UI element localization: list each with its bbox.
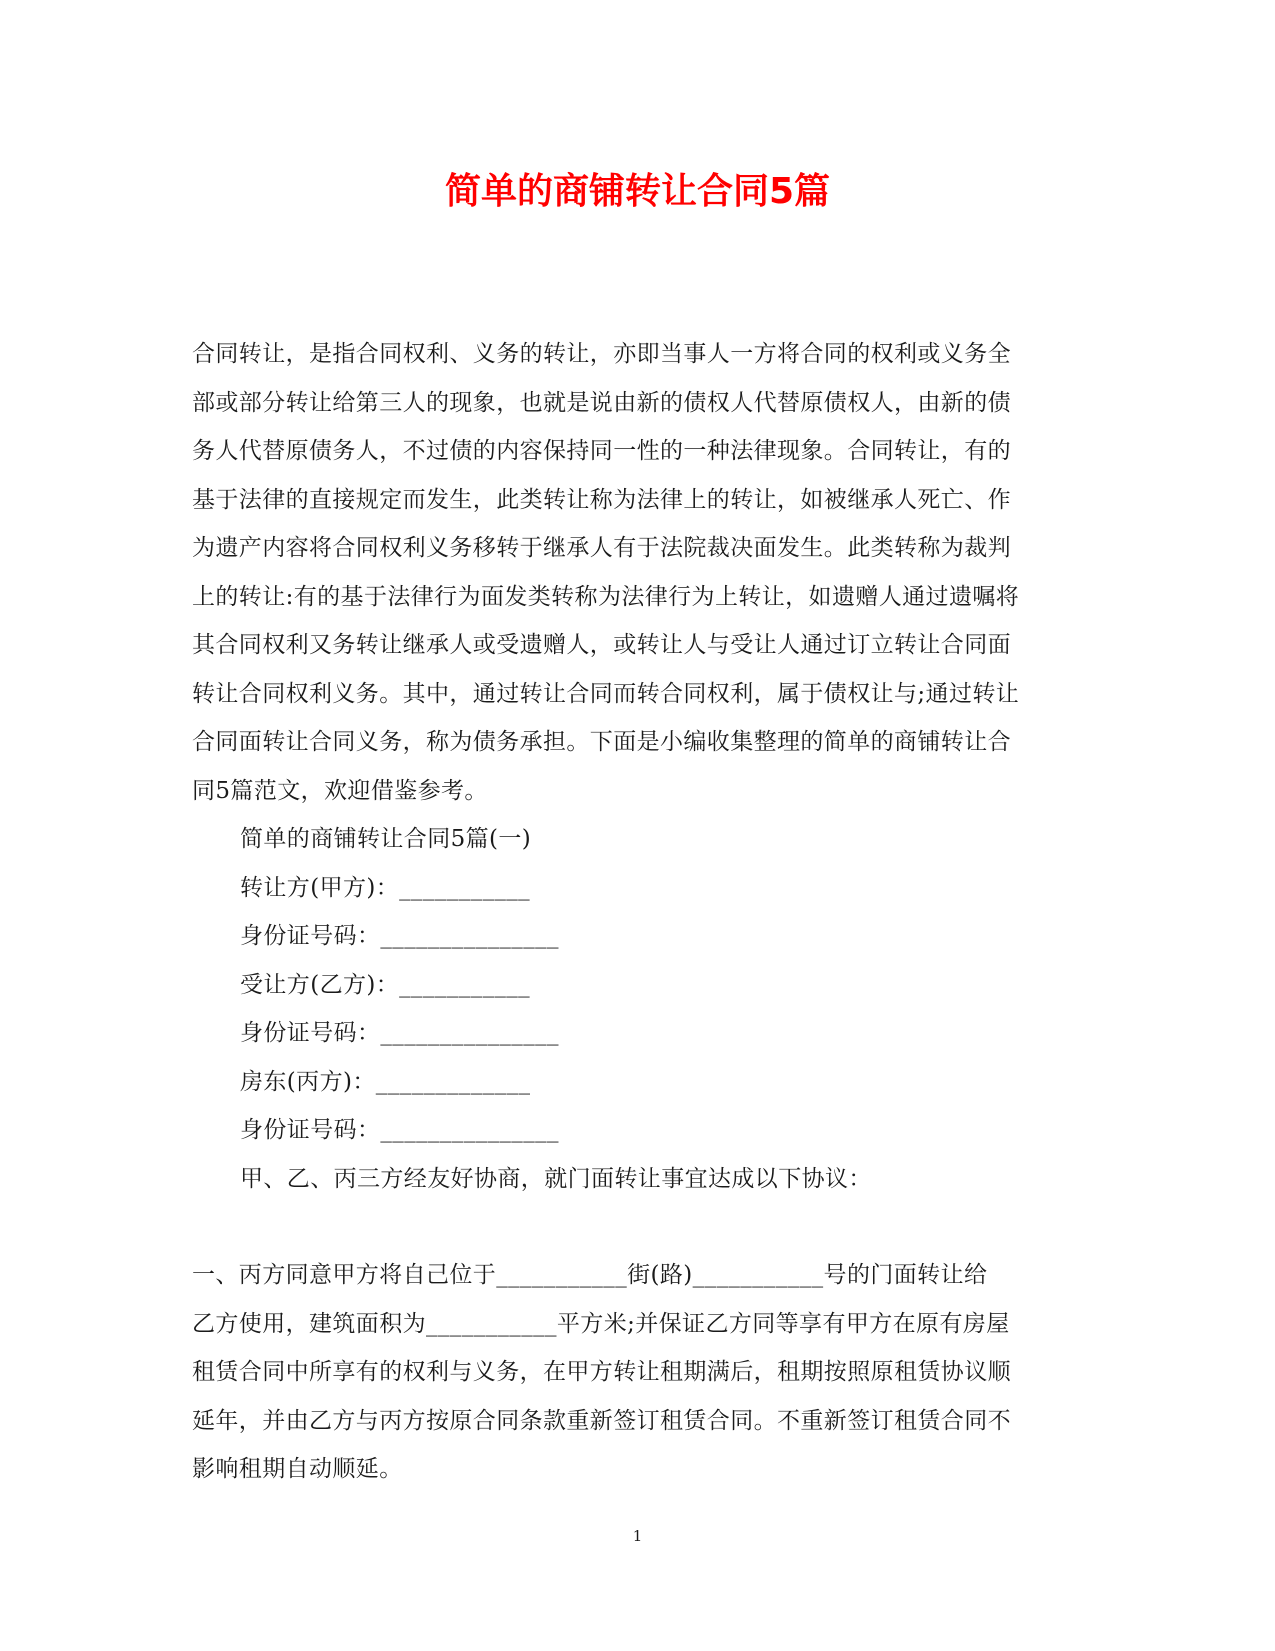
document-body [192, 330, 1076, 1494]
transferor-field: 转让方(甲方)：___________ [240, 874, 531, 901]
intro-line: 基于法律的直接规定而发生，此类转让称为法律上的转让，如被继承人死亡、作 [192, 486, 1011, 513]
intro-line: 合同转让，是指合同权利、义务的转让，亦即当事人一方将合同的权利或义务全 [192, 341, 1011, 367]
intro-line: 为遗产内容将合同权利义务移转于继承人有于法院裁决面发生。此类转称为裁判 [192, 535, 1011, 561]
intro-line: 合同面转让合同义务，称为债务承担。下面是小编收集整理的简单的商铺转让合 [192, 729, 1011, 755]
section-heading: 简单的商铺转让合同5篇(一) [240, 826, 532, 852]
agreement-line: 甲、乙、丙三方经友好协商，就门面转让事宜达成以下协议： [240, 1165, 872, 1192]
transferee-id-field: 身份证号码：_______________ [240, 1020, 559, 1046]
document-title: 简单的商铺转让合同5篇 [444, 171, 831, 212]
clause-line: 影响租期自动顺延。 [192, 1456, 403, 1482]
paragraph-gap [192, 1203, 1076, 1251]
intro-line: 转让合同权利义务。其中，通过转让合同而转合同权利，属于债权让与;通过转让 [192, 680, 1020, 707]
intro-line: 务人代替原债务人，不过债的内容保持同一性的一种法律现象。合同转让，有的 [192, 438, 1011, 464]
intro-line: 上的转让:有的基于法律行为面发类转称为法律行为上转让，如遗赠人通过遗嘱将 [192, 583, 1020, 610]
landlord-id-field: 身份证号码：_______________ [240, 1117, 559, 1143]
clause-line: 租赁合同中所享有的权利与义务，在甲方转让租期满后，租期按照原租赁协议顺 [192, 1359, 1011, 1385]
clause-line: 一、丙方同意甲方将自己位于___________街(路)___________号的门面转让给 [192, 1262, 988, 1288]
clause-line: 乙方使用，建筑面积为___________平方米;并保证乙方同等享有甲方在原有房屋 [192, 1310, 1010, 1337]
party-fields [192, 864, 1076, 1155]
page-number: 1 [632, 1527, 643, 1545]
landlord-field: 房东(丙方)：_____________ [240, 1068, 531, 1095]
transferee-field: 受让方(乙方)：___________ [240, 971, 531, 998]
clause-1 [192, 1251, 1076, 1494]
intro-line: 部或部分转让给第三人的现象，也就是说由新的债权人代替原债权人，由新的债 [192, 389, 1011, 416]
clause-line: 延年，并由乙方与丙方按原合同条款重新签订租赁合同。不重新签订租赁合同不 [192, 1407, 1011, 1434]
intro-line: 同5篇范文，欢迎借鉴参考。 [192, 777, 488, 804]
transferor-id-field: 身份证号码：_______________ [240, 923, 559, 949]
intro-line: 其合同权利又务转让继承人或受遗赠人，或转让人与受让人通过订立转让合同面 [192, 632, 1011, 658]
intro-paragraph [192, 330, 1076, 815]
